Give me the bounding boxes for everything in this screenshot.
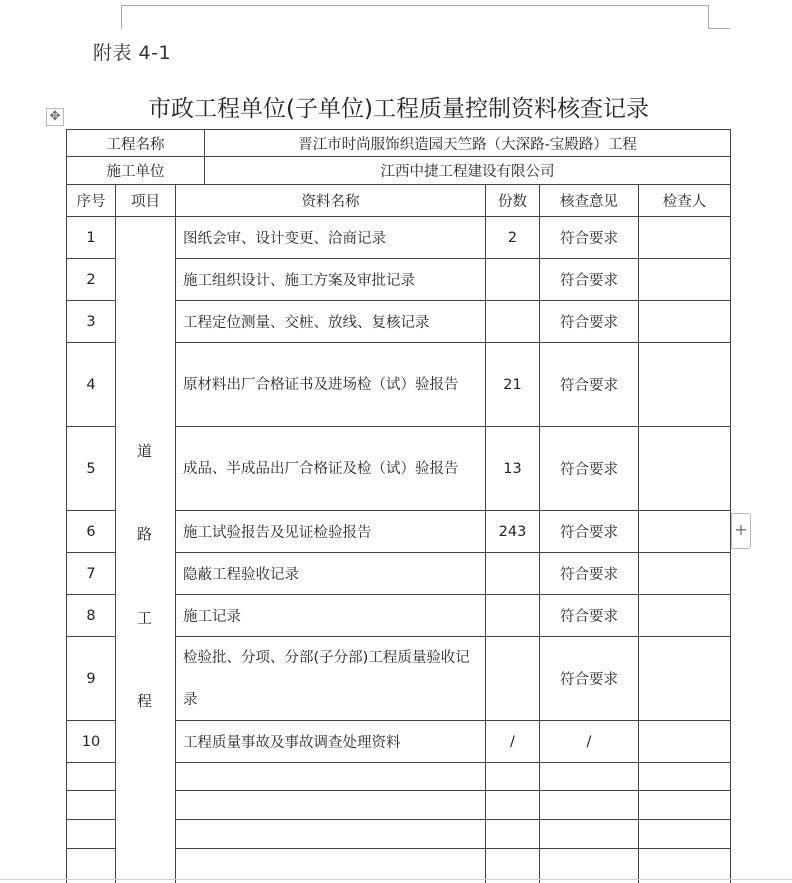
page-corner-mark xyxy=(121,5,708,6)
table-row-opinion: 符合要求 xyxy=(540,259,639,301)
page-title: 市政工程单位(子单位)工程质量控制资料核查记录 xyxy=(148,96,649,122)
table-row-seq: 6 xyxy=(66,511,116,553)
table-row-seq: 10 xyxy=(66,721,116,763)
contractor-label: 施工单位 xyxy=(66,157,205,185)
project-name-label: 工程名称 xyxy=(66,129,205,157)
page-corner-mark xyxy=(708,28,730,29)
empty-cell[interactable] xyxy=(176,791,486,820)
table-move-handle-icon[interactable]: ✥ xyxy=(46,108,64,126)
table-row-copies: 13 xyxy=(486,427,540,511)
column-header-opinion: 核查意见 xyxy=(540,185,639,217)
category-char: 道 xyxy=(137,442,153,460)
column-header-seq: 序号 xyxy=(66,185,116,217)
table-row-seq: 9 xyxy=(66,637,116,721)
table-row-inspector[interactable] xyxy=(639,553,731,595)
empty-cell[interactable] xyxy=(486,820,540,849)
category-char: 工 xyxy=(137,609,153,627)
table-row-copies: / xyxy=(486,721,540,763)
empty-cell[interactable] xyxy=(540,791,639,820)
category-cell xyxy=(116,217,176,883)
table-row-inspector[interactable] xyxy=(639,595,731,637)
empty-cell[interactable] xyxy=(66,763,116,791)
table-row-opinion: 符合要求 xyxy=(540,553,639,595)
table-row-inspector[interactable] xyxy=(639,721,731,763)
empty-cell[interactable] xyxy=(176,820,486,849)
table-row-copies xyxy=(486,553,540,595)
empty-cell[interactable] xyxy=(540,763,639,791)
table-row-copies: 2 xyxy=(486,217,540,259)
table-row-seq: 1 xyxy=(66,217,116,259)
project-name-value: 晋江市时尚服饰织造园天竺路（大深路-宝殿路）工程 xyxy=(205,129,731,157)
table-row-doc-name: 图纸会审、设计变更、洽商记录 xyxy=(176,217,486,259)
category-char: 路 xyxy=(137,525,153,543)
empty-cell[interactable] xyxy=(486,849,540,883)
table-row-copies xyxy=(486,595,540,637)
table-row-seq: 3 xyxy=(66,301,116,343)
empty-cell[interactable] xyxy=(66,849,116,883)
table-row-inspector[interactable] xyxy=(639,637,731,721)
contractor-value: 江西中捷工程建设有限公司 xyxy=(205,157,731,185)
column-header-inspector: 检查人 xyxy=(639,185,731,217)
table-row-doc-name: 施工记录 xyxy=(176,595,486,637)
empty-cell[interactable] xyxy=(639,763,731,791)
table-row-doc-name: 工程定位测量、交桩、放线、复核记录 xyxy=(176,301,486,343)
add-row-button[interactable]: + xyxy=(731,513,751,549)
table-row-copies xyxy=(486,637,540,721)
table-row-doc-name: 施工试验报告及见证检验报告 xyxy=(176,511,486,553)
column-header-copies: 份数 xyxy=(486,185,540,217)
table-row-seq: 5 xyxy=(66,427,116,511)
column-header-doc-name: 资料名称 xyxy=(176,185,486,217)
empty-cell[interactable] xyxy=(486,791,540,820)
empty-cell[interactable] xyxy=(486,763,540,791)
empty-cell[interactable] xyxy=(639,849,731,883)
table-row-opinion: 符合要求 xyxy=(540,217,639,259)
empty-cell[interactable] xyxy=(639,791,731,820)
empty-cell[interactable] xyxy=(639,820,731,849)
empty-cell[interactable] xyxy=(540,849,639,883)
empty-cell[interactable] xyxy=(176,763,486,791)
table-row-doc-name: 施工组织设计、施工方案及审批记录 xyxy=(176,259,486,301)
table-row-inspector[interactable] xyxy=(639,301,731,343)
table-row-doc-name: 检验批、分项、分部(子分部)工程质量验收记录 xyxy=(176,637,486,721)
empty-cell[interactable] xyxy=(176,849,486,883)
table-row-inspector[interactable] xyxy=(639,343,731,427)
table-row-opinion: / xyxy=(540,721,639,763)
table-row-inspector[interactable] xyxy=(639,427,731,511)
table-row-doc-name: 原材料出厂合格证书及进场检（试）验报告 xyxy=(176,343,486,427)
table-row-copies xyxy=(486,259,540,301)
table-row-opinion: 符合要求 xyxy=(540,301,639,343)
page-corner-mark xyxy=(708,5,709,29)
table-row-seq: 2 xyxy=(66,259,116,301)
appendix-label: 附表 4-1 xyxy=(93,42,172,64)
empty-cell[interactable] xyxy=(66,791,116,820)
page-divider xyxy=(0,879,792,880)
table-row-inspector[interactable] xyxy=(639,259,731,301)
table-row-doc-name: 隐蔽工程验收记录 xyxy=(176,553,486,595)
table-row-copies: 243 xyxy=(486,511,540,553)
empty-cell[interactable] xyxy=(66,820,116,849)
table-row-doc-name: 成品、半成品出厂合格证及检（试）验报告 xyxy=(176,427,486,511)
table-row-opinion: 符合要求 xyxy=(540,343,639,427)
table-row-copies xyxy=(486,301,540,343)
table-row-seq: 8 xyxy=(66,595,116,637)
table-row-copies: 21 xyxy=(486,343,540,427)
table-row-inspector[interactable] xyxy=(639,217,731,259)
table-row-seq: 4 xyxy=(66,343,116,427)
table-row-opinion: 符合要求 xyxy=(540,511,639,553)
table-row-opinion: 符合要求 xyxy=(540,637,639,721)
category-char: 程 xyxy=(137,692,153,710)
table-row-seq: 7 xyxy=(66,553,116,595)
table-row-opinion: 符合要求 xyxy=(540,427,639,511)
table-row-opinion: 符合要求 xyxy=(540,595,639,637)
page-corner-mark xyxy=(121,5,122,29)
empty-cell[interactable] xyxy=(540,820,639,849)
table-row-inspector[interactable] xyxy=(639,511,731,553)
column-header-item: 项目 xyxy=(116,185,176,217)
table-row-doc-name: 工程质量事故及事故调查处理资料 xyxy=(176,721,486,763)
